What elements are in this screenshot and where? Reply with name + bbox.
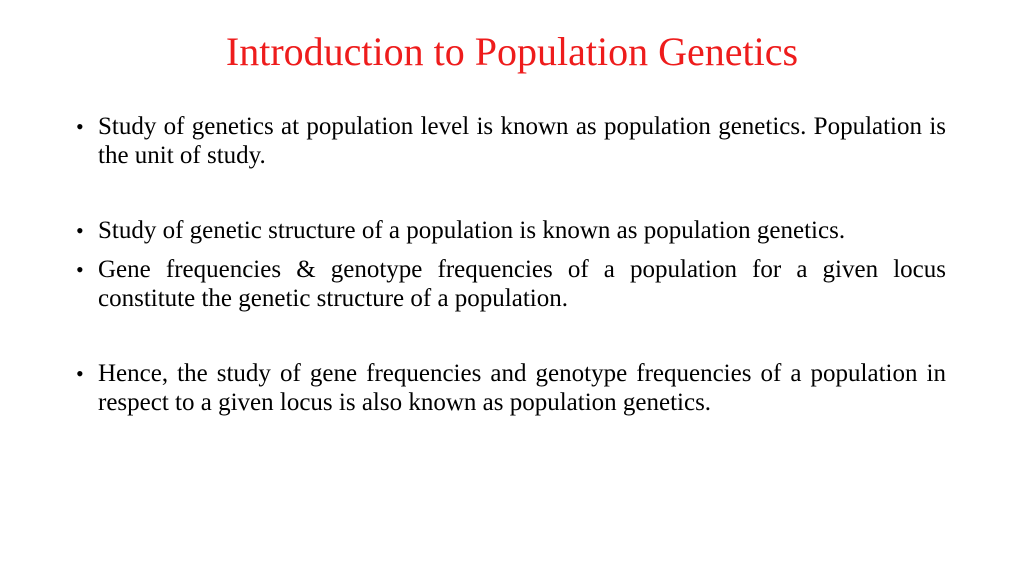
bullet-text: Hence, the study of gene frequencies and genotype frequencies of a population in respect to a given locus is also known as population genetics.: [98, 360, 946, 416]
bullet-icon: •: [76, 361, 84, 386]
bullet-item: [76, 255, 946, 313]
bullet-text: Study of genetic structure of a population is known as population genetics.: [98, 217, 846, 244]
bullet-text: Study of genetics at population level is known as population genetics. Population is the unit of study.: [98, 113, 946, 169]
bullet-icon: •: [76, 218, 84, 243]
bullet-list: [76, 112, 946, 417]
slide-title: Introduction to Population Genetics: [225, 29, 799, 74]
bullet-item: [76, 359, 946, 417]
bullet-icon: •: [76, 257, 84, 282]
bullet-item: [76, 112, 946, 170]
bullet-icon: •: [76, 114, 84, 139]
bullet-text: Gene frequencies & genotype frequencies of a population for a given locus constitute the genetic structure of a population.: [98, 256, 946, 312]
bullet-item: [76, 216, 946, 245]
